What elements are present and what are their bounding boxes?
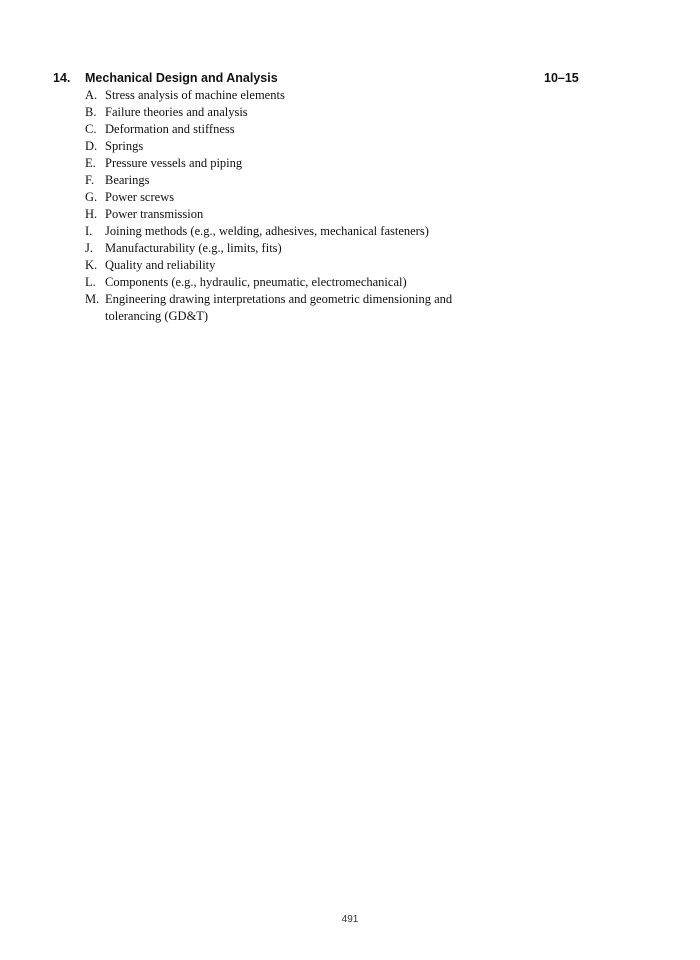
topic-text: Components (e.g., hydraulic, pneumatic, electromechanical)	[105, 275, 407, 289]
topic-text: Power screws	[105, 190, 175, 204]
topic-item	[85, 206, 505, 223]
page-number: 491	[341, 914, 359, 925]
topic-letter: I.	[85, 224, 93, 238]
topic-letter: K.	[85, 258, 98, 272]
topic-item	[85, 104, 505, 121]
topic-letter: D.	[85, 139, 98, 153]
topic-text: Joining methods (e.g., welding, adhesives, mechanical fasteners)	[105, 224, 429, 238]
section-title: Mechanical Design and Analysis	[85, 71, 278, 85]
topic-text: Manufacturability (e.g., limits, fits)	[105, 241, 282, 255]
topic-item	[85, 257, 505, 274]
topic-item	[85, 189, 505, 206]
topic-letter: E.	[85, 156, 96, 170]
topic-item	[85, 172, 505, 189]
topic-text: Bearings	[105, 173, 150, 187]
topic-letter: B.	[85, 105, 97, 119]
topic-text: Engineering drawing interpretations and geometric dimensioning and tolerancing (GD&T)	[105, 292, 453, 323]
topic-text: Quality and reliability	[105, 258, 216, 272]
topic-text: Springs	[105, 139, 144, 153]
topic-letter: M.	[85, 292, 100, 306]
topic-letter: F.	[85, 173, 95, 187]
topic-list	[85, 87, 505, 325]
topic-item	[85, 274, 505, 291]
section-header	[53, 70, 593, 87]
topic-item	[85, 291, 505, 325]
topic-item	[85, 155, 505, 172]
topic-item	[85, 138, 505, 155]
topic-letter: A.	[85, 88, 98, 102]
section-number: 14.	[53, 71, 71, 85]
topic-letter: L.	[85, 275, 96, 289]
topic-text: Deformation and stiffness	[105, 122, 235, 136]
topic-text: Stress analysis of machine elements	[105, 88, 285, 102]
topic-text: Failure theories and analysis	[105, 105, 248, 119]
topic-letter: G.	[85, 190, 98, 204]
topic-item	[85, 240, 505, 257]
topic-letter: H.	[85, 207, 98, 221]
topic-text: Power transmission	[105, 207, 204, 221]
topic-item	[85, 87, 505, 104]
topic-item	[85, 121, 505, 138]
topic-letter: C.	[85, 122, 97, 136]
question-range: 10–15	[544, 71, 579, 85]
topic-text: Pressure vessels and piping	[105, 156, 243, 170]
topic-letter: J.	[85, 241, 93, 255]
topic-item	[85, 223, 505, 240]
